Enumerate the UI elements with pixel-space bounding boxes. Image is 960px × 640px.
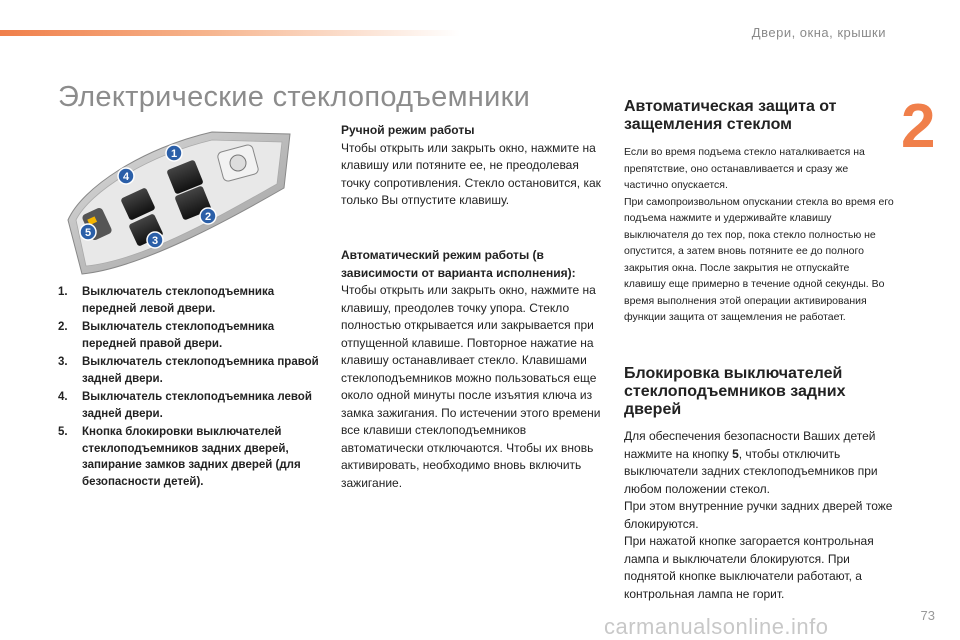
manual-mode-section xyxy=(341,122,603,210)
legend-item: 4. Выключатель стеклоподъемника левой задней двери. xyxy=(58,391,312,420)
child-lock-heading: Блокировка выключателей стеклоподъемников задних дверей xyxy=(624,365,846,418)
callout-2 xyxy=(200,208,216,224)
header-accent-bar xyxy=(0,30,460,36)
auto-mode-section xyxy=(341,247,603,492)
switch-legend xyxy=(58,284,320,492)
callout-5 xyxy=(80,224,96,240)
page-number: 73 xyxy=(920,608,935,623)
child-lock-paragraph: При этом внутренние ручки задних дверей тоже блокируются. xyxy=(624,499,893,531)
section-title: Двери, окна, крышки xyxy=(751,25,886,40)
callout-1 xyxy=(166,145,182,161)
anti-pinch-paragraph: Если во время подъема стекло наталкивается на препятствие, оно останавливается и сразу же частично опускается. xyxy=(624,146,865,191)
child-lock-paragraph: Для обеспечения безопасности Ваших детей нажмите на кнопку 5, чтобы отключить выключатели задних стеклоподъемников при любом положении стекол. xyxy=(624,429,878,496)
anti-pinch-heading: Автоматическая защита от защемления стеклом xyxy=(624,98,837,133)
svg-text:4: 4 xyxy=(122,171,130,183)
svg-text:1: 1 xyxy=(170,148,178,160)
child-lock-paragraph: При нажатой кнопке загорается контрольная лампа и выключатели блокируются. При поднятой кнопке выключатели работают, а контрольная лампа не горит. xyxy=(624,534,874,601)
button-reference: 5 xyxy=(732,446,739,461)
anti-pinch-section xyxy=(624,98,894,326)
manual-mode-heading: Ручной режим работы xyxy=(341,123,475,137)
legend-item: 1. Выключатель стеклоподъемника передней левой двери. xyxy=(58,286,275,315)
legend-item: 5. Кнопка блокировки выключателей стеклоподъемников задних дверей, запирание замков задних дверей (для безопасности детей). xyxy=(58,426,301,488)
callout-4 xyxy=(118,168,134,184)
legend-item: 2. Выключатель стеклоподъемника передней правой двери. xyxy=(58,321,275,350)
watermark: carmanualsonline.info xyxy=(604,614,829,639)
manual-mode-body: Чтобы открыть или закрыть окно, нажмите на клавишу или потяните ее, не преодолевая точку сопротивления. Стекло остановится, как только Вы отпустите клавишу. xyxy=(341,140,601,207)
auto-mode-heading: Автоматический режим работы (в зависимости от варианта исполнения): xyxy=(341,248,576,280)
page-title: Электрические стеклоподъемники xyxy=(58,81,531,114)
callout-3 xyxy=(147,232,163,248)
chapter-number: 2 xyxy=(901,92,936,161)
svg-text:3: 3 xyxy=(151,235,159,247)
svg-text:5: 5 xyxy=(84,227,92,239)
auto-mode-body: Чтобы открыть или закрыть окно, нажмите на клавишу, преодолев точку упора. Стекло полностью открывается или закрывается при отпущенной клавише. Повторное нажатие на клавишу останавливает стекло. Клавишами стеклоподъемников можно пользоваться еще около одной минуты после изъятия ключа из замка зажигания. По истечении этого времени все клавиши стеклоподъемников автоматически отключаются. Чтобы их вновь активировать, необходимо вновь включить зажигание. xyxy=(341,283,601,490)
child-lock-section xyxy=(624,365,894,603)
anti-pinch-paragraph: При самопроизвольном опускании стекла во время его подъема нажмите и удерживайте клавишу выключателя до тех пор, пока стекло полностью не опустится, а затем вновь потяните ее до полного закрытия окна. После закрытия не отпускайте клавишу еще примерно в течение одной секунды. Во время выполнения этой операции активирования функции защита от защемления не работает. xyxy=(624,195,894,323)
window-switch-panel-illustration xyxy=(62,128,296,278)
legend-item: 3. Выключатель стеклоподъемника правой задней двери. xyxy=(58,356,319,385)
svg-text:2: 2 xyxy=(204,211,212,223)
